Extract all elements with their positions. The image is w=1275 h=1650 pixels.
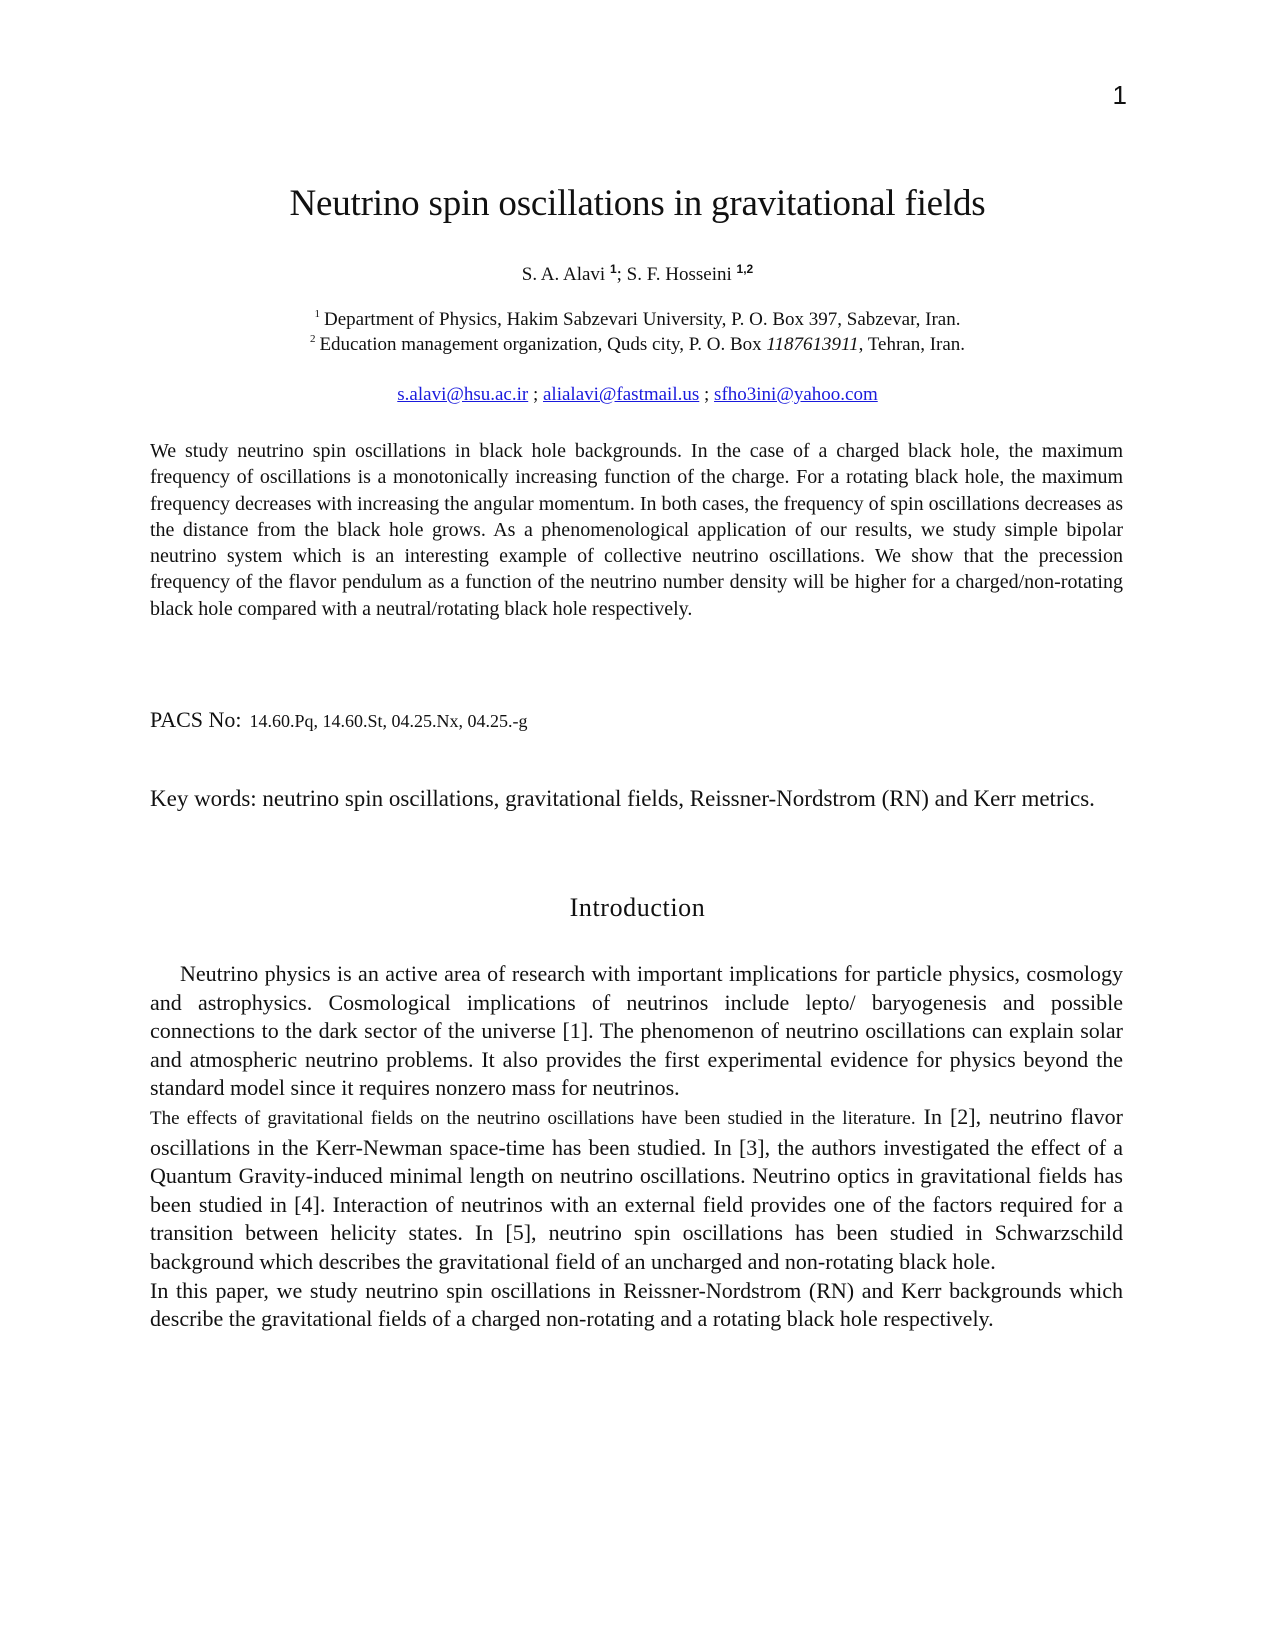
postal-code: 1187613911 [766, 334, 859, 355]
author-list [0, 262, 1275, 286]
email-separator: ; [528, 384, 543, 405]
paragraph [150, 1103, 1123, 1277]
email-list [0, 384, 1275, 406]
affiliation-2 [0, 333, 1275, 356]
affiliation-text: Education management organization, Quds city, P. O. Box [319, 334, 767, 355]
paper-title: Neutrino spin oscillations in gravitational fields [289, 183, 986, 224]
page-number: 1 [1112, 80, 1127, 110]
section-heading-introduction: Introduction [569, 893, 706, 922]
affiliation-text: , Tehran, Iran. [858, 334, 966, 355]
paragraph-rest: In [2], neutrino flavor oscillations in the Kerr-Newman space-time has been studied. In [3], the authors investigated the effect of a Quantum Gravity-induced minimal length on neutrino oscillations. Neutrino optics in gravitational fields has been studied in [4]. Interaction of neutrinos with an external field provides one of the factors required for a transition between helicity states. In [5], neutrino spin oscillations has been studied in Schwarzschild background which describes the gravitational field of an uncharged and non-rotating black hole. [150, 1103, 1123, 1274]
pacs-codes: 14.60.Pq, 14.60.St, 04.25.Nx, 04.25.-g [249, 711, 528, 731]
pacs-line [150, 707, 528, 733]
email-link[interactable]: s.alavi@hsu.ac.ir [397, 384, 529, 405]
paragraph-lead: The effects of gravitational fields on the neutrino oscillations have been studied in the literature. [150, 1107, 916, 1129]
email-link[interactable]: alialavi@fastmail.us [543, 384, 700, 405]
email-link[interactable]: sfho3ini@yahoo.com [714, 384, 878, 405]
affiliation-text: Department of Physics, Hakim Sabzevari University, P. O. Box 397, Sabzevar, Iran. [324, 309, 961, 330]
affiliation-mark: 1 [314, 308, 320, 320]
paragraph: In this paper, we study neutrino spin oscillations in Reissner-Nordstrom (RN) and Kerr backgrounds which describe the gravitational fields of a charged non-rotating and a rotating black hole respectively. [150, 1277, 1123, 1332]
author-name: S. F. Hosseini [626, 264, 732, 285]
author-name: S. A. Alavi [521, 264, 606, 285]
email-separator: ; [699, 384, 715, 405]
introduction-body [150, 960, 1123, 1334]
abstract: We study neutrino spin oscillations in black hole backgrounds. In the case of a charged black hole, the maximum frequency of oscillations is a monotonically increasing function of the charge. For a rotating black hole, the maximum frequency decreases with increasing the angular momentum. In both cases, the frequency of spin oscillations decreases as the distance from the black hole grows. As a phenomenological application of our results, we study simple bipolar neutrino system which is an interesting example of collective neutrino oscillations. We show that the precession frequency of the flavor pendulum as a function of the neutrino number density will be higher for a charged/non-rotating black hole compared with a neutral/rotating black hole respectively. [150, 440, 1123, 620]
author-separator: ; [616, 264, 627, 285]
paragraph: Neutrino physics is an active area of research with important implications for particle physics, cosmology and astrophysics. Cosmological implications of neutrinos include lepto/ baryogenesis and possible connections to the dark sector of the universe [1]. The phenomenon of neutrino oscillations can explain solar and atmospheric neutrino problems. It also provides the first experimental evidence for physics beyond the standard model since it requires nonzero mass for neutrinos. [150, 961, 1123, 1101]
author-affiliation-mark: 1 [609, 262, 617, 276]
affiliation-1 [0, 308, 1275, 331]
affiliation-mark: 2 [309, 333, 316, 345]
keywords: Key words: neutrino spin oscillations, gravitational fields, Reissner-Nordstrom (RN) and Kerr metrics. [150, 786, 1095, 811]
author-affiliation-mark: 1,2 [736, 262, 754, 276]
pacs-label: PACS No: [150, 707, 242, 732]
